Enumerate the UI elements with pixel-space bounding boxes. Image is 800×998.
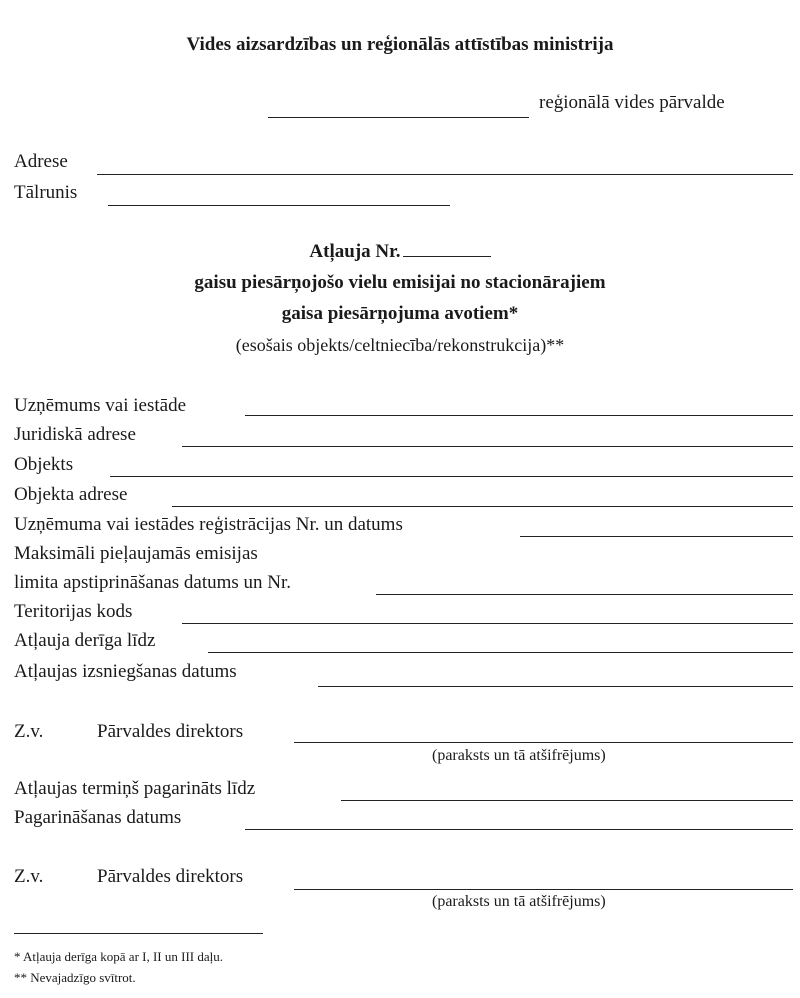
permit-title-line3: gaisa piesārņojuma avotiem* <box>281 303 519 324</box>
max-emission-blank-line[interactable] <box>376 594 793 595</box>
permit-number-blank-line[interactable] <box>403 242 491 257</box>
permit-title-line2: gaisu piesārņojošo vielu emisijai no stacionārajiem <box>194 272 606 293</box>
regional-office-label: reģionālā vides pārvalde <box>539 92 725 113</box>
extended-until-label: Atļaujas termiņš pagarināts līdz <box>14 778 256 799</box>
permit-number-heading <box>0 241 800 263</box>
seal-label-2: Z.v. <box>14 866 44 887</box>
object-label: Objekts <box>14 454 74 475</box>
territory-code-blank-line[interactable] <box>182 623 793 624</box>
registration-blank-line[interactable] <box>520 536 793 537</box>
director-label-2: Pārvaldes direktors <box>97 866 244 887</box>
footnote-1: * Atļauja derīga kopā ar I, II un III daļu. <box>14 949 224 964</box>
signature-caption-1: (paraksts un tā atšifrējums) <box>432 747 606 764</box>
extension-date-blank-line[interactable] <box>245 829 793 830</box>
director-label-1: Pārvaldes direktors <box>97 721 244 742</box>
permit-number-label: Atļauja Nr. <box>309 241 401 262</box>
legal-address-blank-line[interactable] <box>182 446 793 447</box>
object-address-label: Objekta adrese <box>14 484 128 505</box>
territory-code-label: Teritorijas kods <box>14 601 133 622</box>
phone-label: Tālrunis <box>14 182 78 203</box>
address-blank-line[interactable] <box>97 174 793 175</box>
director-signature-line-2[interactable] <box>294 889 793 890</box>
object-address-blank-line[interactable] <box>172 506 793 507</box>
footnote-2: ** Nevajadzīgo svītrot. <box>14 970 136 985</box>
signature-caption-2: (paraksts un tā atšifrējums) <box>432 893 606 910</box>
max-emission-label-2: limita apstiprināšanas datums un Nr. <box>14 572 292 593</box>
valid-until-label: Atļauja derīga līdz <box>14 630 156 651</box>
ministry-title: Vides aizsardzības un reģionālās attīstības ministrija <box>186 34 614 55</box>
legal-address-label: Juridiskā adrese <box>14 424 136 445</box>
registration-label: Uzņēmuma vai iestādes reģistrācijas Nr. un datums <box>14 514 403 535</box>
phone-blank-line[interactable] <box>108 205 450 206</box>
seal-label-1: Z.v. <box>14 721 44 742</box>
company-label: Uzņēmums vai iestāde <box>14 395 187 416</box>
director-signature-line-1[interactable] <box>294 742 793 743</box>
regional-office-blank-line[interactable] <box>268 117 529 118</box>
issue-date-blank-line[interactable] <box>318 686 793 687</box>
valid-until-blank-line[interactable] <box>208 652 793 653</box>
extended-until-blank-line[interactable] <box>341 800 793 801</box>
permit-title-line4: (esošais objekts/celtniecība/rekonstrukcija)** <box>235 335 565 355</box>
company-blank-line[interactable] <box>245 415 793 416</box>
address-label: Adrese <box>14 151 68 172</box>
footnote-separator <box>14 933 263 934</box>
extension-date-label: Pagarināšanas datums <box>14 807 182 828</box>
object-blank-line[interactable] <box>110 476 793 477</box>
issue-date-label: Atļaujas izsniegšanas datums <box>14 661 237 682</box>
max-emission-label-1: Maksimāli pieļaujamās emisijas <box>14 543 258 564</box>
